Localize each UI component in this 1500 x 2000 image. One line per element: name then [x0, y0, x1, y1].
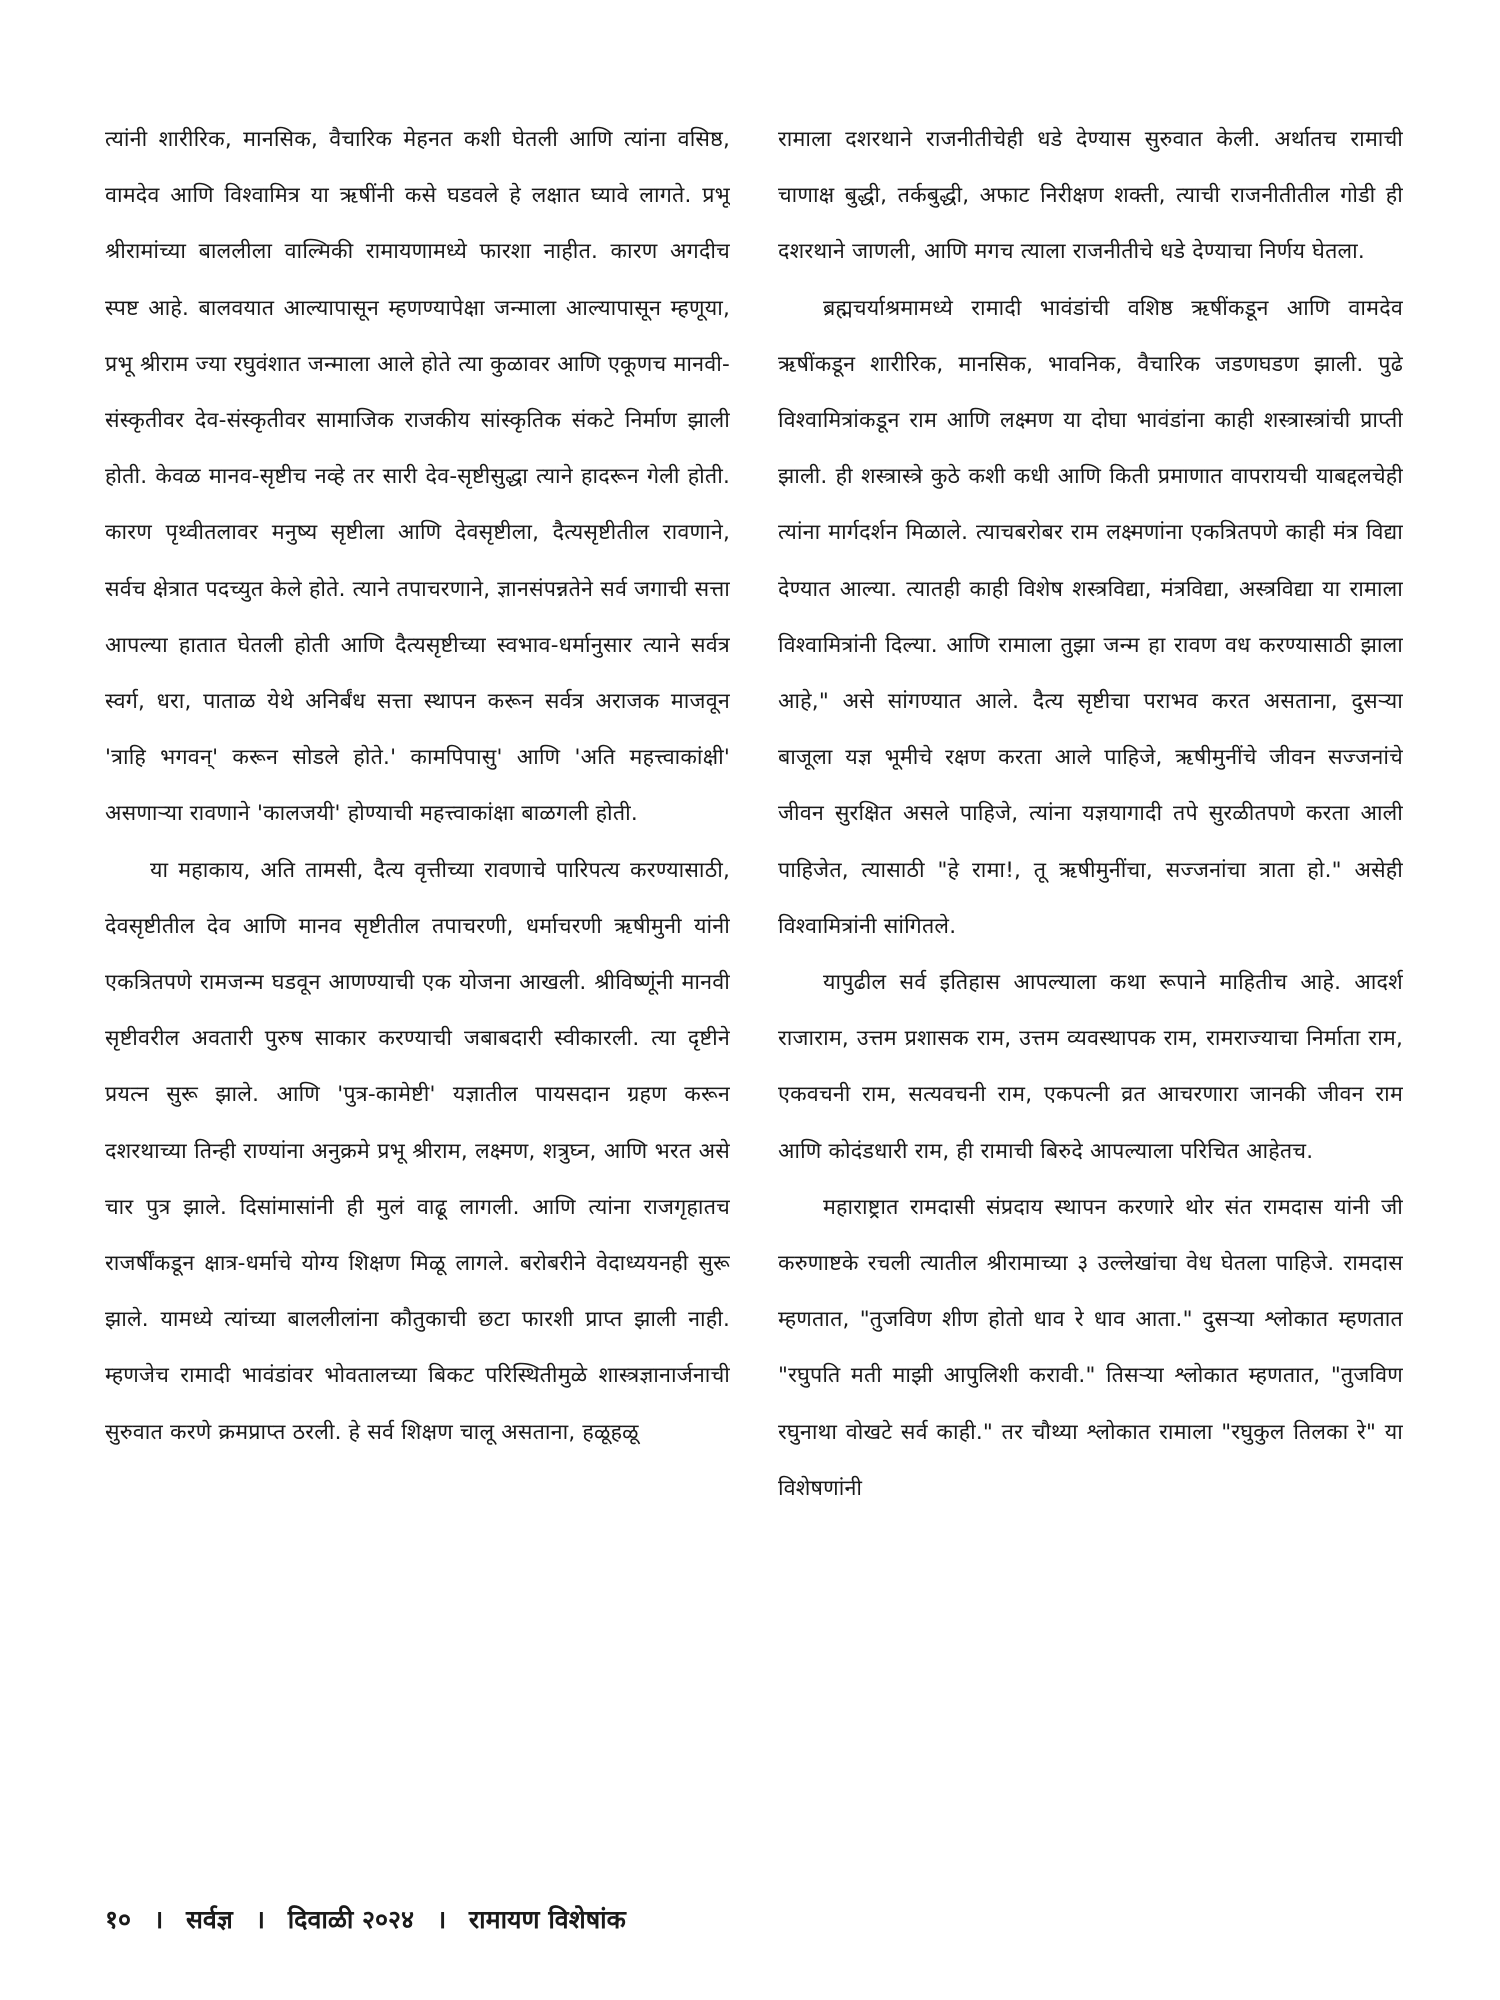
right-text-column	[778, 112, 1403, 1852]
issue-name: दिवाळी २०२४	[287, 1905, 414, 1934]
paragraph: या महाकाय, अति तामसी, दैत्य वृत्तीच्या रावणाचे पारिपत्य करण्यासाठी, देवसृष्टीतील देव आणि मानव सृष्टीतील तपाचरणी, धर्माचरणी ऋषीमुनी यांनी एकत्रितपणे रामजन्म घडवून आणण्याची एक योजना आखली. श्रीविष्णूंनी मानवी सृष्टीवरील अवतारी पुरुष साकार करण्याची जबाबदारी स्वीकारली. त्या दृष्टीने प्रयत्न सुरू झाले. आणि 'पुत्र-कामेष्टी' यज्ञातील पायसदान ग्रहण करून दशरथाच्या तिन्ही राण्यांना अनुक्रमे प्रभू श्रीराम, लक्ष्मण, शत्रुघ्न, आणि भरत असे चार पुत्र झाले. दिसांमासांनी ही मुलं वाढू लागली. आणि त्यांना राजगृहातच राजर्षींकडून क्षात्र-धर्माचे योग्य शिक्षण मिळू लागले. बरोबरीने वेदाध्ययनही सुरू झाले. यामध्ये त्यांच्या बाललीलांना कौतुकाची छटा फारशी प्राप्त झाली नाही. म्हणजेच रामादी भावंडांवर भोवतालच्या बिकट परिस्थितीमुळे शास्त्रज्ञानार्जनाची सुरुवात करणे क्रमप्राप्त ठरली. हे सर्व शिक्षण चालू असताना, हळूहळू	[105, 857, 730, 1445]
paragraph: ब्रह्मचर्याश्रमामध्ये रामादी भावंडांची वशिष्ठ ऋषींकडून आणि वामदेव ऋषींकडून शारीरिक, मानसिक, भावनिक, वैचारिक जडणघडण झाली. पुढे विश्वामित्रांकडून राम आणि लक्ष्मण या दोघा भावंडांना काही शस्त्रास्त्रांची प्राप्ती झाली. ही शस्त्रास्त्रे कुठे कशी कधी आणि किती प्रमाणात वापरायची याबद्दलचेही त्यांना मार्गदर्शन मिळाले. त्याचबरोबर राम लक्ष्मणांना एकत्रितपणे काही मंत्र विद्या देण्यात आल्या. त्यातही काही विशेष शस्त्रविद्या, मंत्रविद्या, अस्त्रविद्या या रामाला विश्वामित्रांनी दिल्या. आणि रामाला तुझा जन्म हा रावण वध करण्यासाठी झाला आहे," असे सांगण्यात आले. दैत्य सृष्टीचा पराभव करत असताना, दुसऱ्या बाजूला यज्ञ भूमीचे रक्षण करता आले पाहिजे, ऋषीमुनींचे जीवन सज्जनांचे जीवन सुरक्षित असले पाहिजे, त्यांना यज्ञयागादी तपे सुरळीतपणे करता आली पाहिजेत, त्यासाठी "हे रामा!, तू ऋषीमुनींचा, सज्जनांचा त्राता हो." असेही विश्वामित्रांनी सांगितले.	[778, 295, 1403, 939]
special-issue-name: रामायण विशेषांक	[468, 1905, 626, 1934]
page-footer	[105, 1900, 905, 1940]
paragraph: रामाला दशरथाने राजनीतीचेही धडे देण्यास सुरुवात केली. अर्थातच रामाची चाणाक्ष बुद्धी, तर्कबुद्धी, अफाट निरीक्षण शक्ती, त्याची राजनीतीतील गोडी ही दशरथाने जाणली, आणि मगच त्याला राजनीतीचे धडे देण्याचा निर्णय घेतला.	[778, 127, 1403, 265]
footer-separator: ।	[255, 1905, 265, 1934]
paragraph: महाराष्ट्रात रामदासी संप्रदाय स्थापन करणारे थोर संत रामदास यांनी जी करुणाष्टके रचली त्यातील श्रीरामाच्या ३ उल्लेखांचा वेध घेतला पाहिजे. रामदास म्हणतात, "तुजविण शीण होतो धाव रे धाव आता." दुसऱ्या श्लोकात म्हणतात "रघुपति मती माझी आपुलिशी करावी." तिसऱ्या श्लोकात म्हणतात, "तुजविण रघुनाथा वोखटे सर्व काही." तर चौथ्या श्लोकात रामाला "रघुकुल तिलका रे" या विशेषणांनी	[778, 1194, 1403, 1501]
publication-name: सर्वज्ञ	[185, 1905, 233, 1934]
paragraph: यापुढील सर्व इतिहास आपल्याला कथा रूपाने माहितीच आहे. आदर्श राजाराम, उत्तम प्रशासक राम, उत्तम व्यवस्थापक राम, रामराज्याचा निर्माता राम, एकवचनी राम, सत्यवचनी राम, एकपत्नी व्रत आचरणारा जानकी जीवन राम आणि कोदंडधारी राम, ही रामाची बिरुदे आपल्याला परिचित आहेतच.	[778, 970, 1403, 1164]
footer-separator: ।	[436, 1905, 447, 1934]
left-text-column	[105, 112, 730, 1852]
footer-separator: ।	[153, 1905, 164, 1934]
page-number: १०	[105, 1905, 132, 1934]
paragraph: त्यांनी शारीरिक, मानसिक, वैचारिक मेहनत कशी घेतली आणि त्यांना वसिष्ठ, वामदेव आणि विश्वामित्र या ऋषींनी कसे घडवले हे लक्षात घ्यावे लागते. प्रभू श्रीरामांच्या बाललीला वाल्मिकी रामायणामध्ये फारशा नाहीत. कारण अगदीच स्पष्ट आहे. बालवयात आल्यापासून म्हणण्यापेक्षा जन्माला आल्यापासून म्हणूया, प्रभू श्रीराम ज्या रघुवंशात जन्माला आले होते त्या कुळावर आणि एकूणच मानवी-संस्कृतीवर देव-संस्कृतीवर सामाजिक राजकीय सांस्कृतिक संकटे निर्माण झाली होती. केवळ मानव-सृष्टीच नव्हे तर सारी देव-सृष्टीसुद्धा त्याने हादरून गेली होती. कारण पृथ्वीतलावर मनुष्य सृष्टीला आणि देवसृष्टीला, दैत्यसृष्टीतील रावणाने, सर्वच क्षेत्रात पदच्युत केले होते. त्याने तपाचरणाने, ज्ञानसंपन्नतेने सर्व जगाची सत्ता आपल्या हातात घेतली होती आणि दैत्यसृष्टीच्या स्वभाव-धर्मानुसार त्याने सर्वत्र स्वर्ग, धरा, पाताळ येथे अनिर्बंध सत्ता स्थापन करून सर्वत्र अराजक माजवून 'त्राहि भगवन्' करून सोडले होते.' कामपिपासु' आणि 'अति महत्त्वाकांक्षी' असणाऱ्या रावणाने 'कालजयी' होण्याची महत्त्वाकांक्षा बाळगली होती.	[105, 127, 730, 827]
